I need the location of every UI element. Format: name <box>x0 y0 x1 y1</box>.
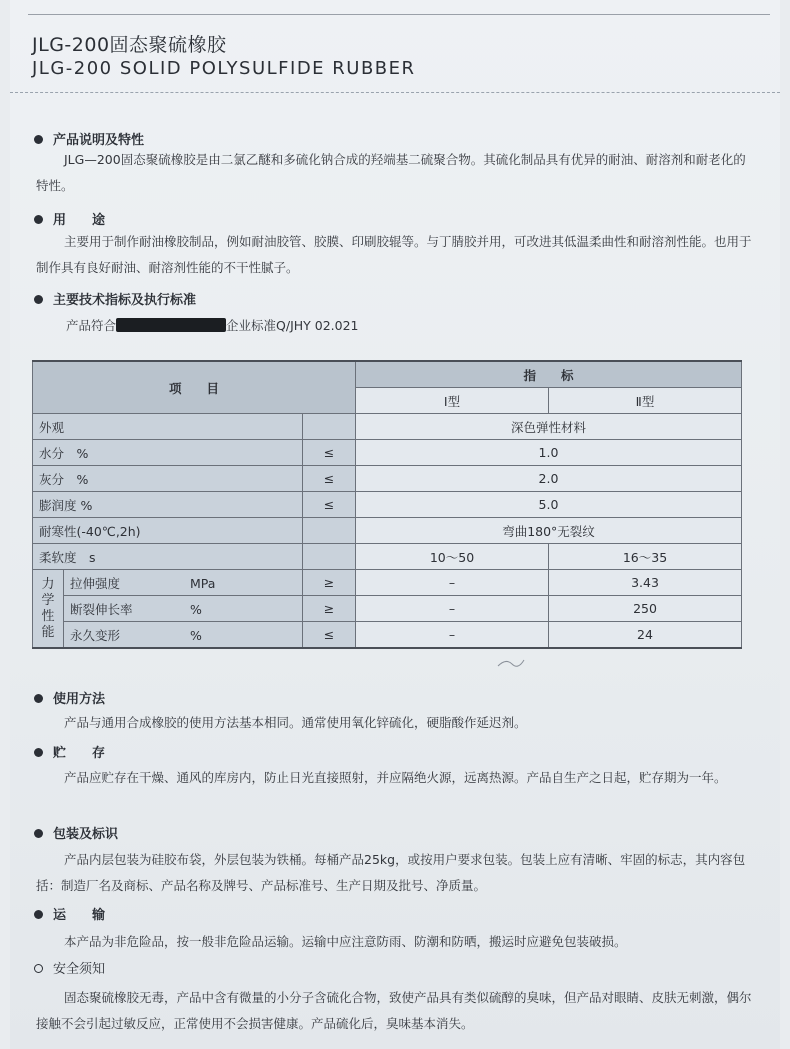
method-text: 产品与通用合成橡胶的使用方法基本相同。通常使用氧化锌硫化，硬脂酸作延迟剂。 <box>64 715 527 730</box>
mech-row-op: ≥ <box>303 570 356 596</box>
mech-row-op: ≥ <box>303 596 356 622</box>
mech-value-type2: 24 <box>549 622 742 649</box>
row-label: 水分 % <box>33 440 303 466</box>
description-text: JLG—200固态聚硫橡胶是由二氯乙醚和多硫化钠合成的羟端基二硫聚合物。其硫化制品具有优异的耐油、耐溶剂和耐老化的特性。 <box>36 152 746 193</box>
mech-row-op: ≤ <box>303 622 356 649</box>
mech-value-type1: – <box>356 570 549 596</box>
top-rule <box>28 14 770 15</box>
row-label: 耐寒性(-40℃,2h) <box>33 518 303 544</box>
header-item: 项 目 <box>33 361 356 414</box>
mech-row-label: 拉伸强度 MPa <box>64 570 303 596</box>
section-heading-description: 产品说明及特性 <box>34 129 144 148</box>
mech-value-type2: 3.43 <box>549 570 742 596</box>
usage-text: 主要用于制作耐油橡胶制品，例如耐油胶管、胶膜、印刷胶辊等。与丁腈胶并用，可改进其低温柔曲性和耐溶剂性能。也用于制作具有良好耐油、耐溶剂性能的不干性腻子。 <box>36 234 752 275</box>
row-op: ≤ <box>303 440 356 466</box>
row-value: 1.0 <box>356 440 742 466</box>
row-value: 5.0 <box>356 492 742 518</box>
row-op <box>303 544 356 570</box>
bullet-icon <box>34 694 43 703</box>
title-english: JLG-200 SOLID POLYSULFIDE RUBBER <box>32 58 416 79</box>
section-heading-transport: 运 输 <box>34 904 105 923</box>
section-heading-packing: 包装及标识 <box>34 823 118 842</box>
row-label: 外观 <box>33 414 303 440</box>
row-op: ≤ <box>303 492 356 518</box>
bullet-icon <box>34 135 43 144</box>
mech-row-label: 永久变形 % <box>64 622 303 649</box>
row-value: 2.0 <box>356 466 742 492</box>
mechanical-label-text <box>39 577 57 641</box>
mechanical-label <box>33 570 64 649</box>
header-index: 指 标 <box>356 361 742 388</box>
bullet-icon <box>34 829 43 838</box>
header-divider <box>10 92 780 93</box>
mech-value-type2: 250 <box>549 596 742 622</box>
mech-row-label: 断裂伸长率 % <box>64 596 303 622</box>
redaction-mark <box>116 318 226 332</box>
row-value-type2: 16～35 <box>549 544 742 570</box>
title-chinese: JLG-200固态聚硫橡胶 <box>32 34 227 56</box>
bullet-icon <box>34 215 43 224</box>
section-heading-usage: 用 途 <box>34 209 105 228</box>
standard-line: 产品符合 企业标准Q/JHY 02.021 <box>66 318 359 333</box>
bullet-icon <box>34 910 43 919</box>
row-op: ≤ <box>303 466 356 492</box>
header-type2: Ⅱ型 <box>549 388 742 414</box>
section-heading-storage: 贮 存 <box>34 742 105 761</box>
mech-value-type1: – <box>356 596 549 622</box>
row-label: 灰分 % <box>33 466 303 492</box>
section-heading-method: 使用方法 <box>34 688 105 707</box>
row-value: 深色弹性材料 <box>356 414 742 440</box>
transport-text: 本产品为非危险品，按一般非危险品运输。运输中应注意防雨、防潮和防晒，搬运时应避免包装破损。 <box>64 934 627 949</box>
mechanical-label-char: 学 <box>41 592 55 608</box>
bullet-icon <box>34 748 43 757</box>
mech-value-type1: – <box>356 622 549 649</box>
row-label: 膨润度 % <box>33 492 303 518</box>
mechanical-label-char: 性 <box>41 608 55 624</box>
spec-table <box>32 360 742 649</box>
row-op <box>303 518 356 544</box>
header-type1: Ⅰ型 <box>356 388 549 414</box>
bullet-icon <box>34 295 43 304</box>
section-heading-safety: 安全须知 <box>34 958 105 977</box>
section-heading-standard: 主要技术指标及执行标准 <box>34 289 196 308</box>
storage-text: 产品应贮存在干燥、通风的库房内，防止日光直接照射，并应隔绝火源，远离热源。产品自生产之日起，贮存期为一年。 <box>64 770 727 785</box>
row-value: 弯曲180°无裂纹 <box>356 518 742 544</box>
hollow-bullet-icon <box>34 964 43 973</box>
document-page <box>10 0 780 1049</box>
safety-text: 固态聚硫橡胶无毒，产品中含有微量的小分子含硫化合物，致使产品具有类似硫醇的臭味，但产品对眼睛、皮肤无刺激，偶尔接触不会引起过敏反应，正常使用不会损害健康。产品硫化后，臭味基本消失。 <box>36 990 752 1031</box>
row-label: 柔软度 s <box>33 544 303 570</box>
row-value-type1: 10～50 <box>356 544 549 570</box>
mechanical-label-char: 力 <box>41 576 55 592</box>
pen-mark-decoration <box>496 656 526 670</box>
packing-text: 产品内层包装为硅胶布袋，外层包装为铁桶。每桶产品25kg，或按用户要求包装。包装上应有清晰、牢固的标志，其内容包括：制造厂名及商标、产品名称及牌号、产品标准号、生产日期及批号、净质量。 <box>36 852 746 893</box>
row-op <box>303 414 356 440</box>
mechanical-label-char: 能 <box>41 624 55 640</box>
